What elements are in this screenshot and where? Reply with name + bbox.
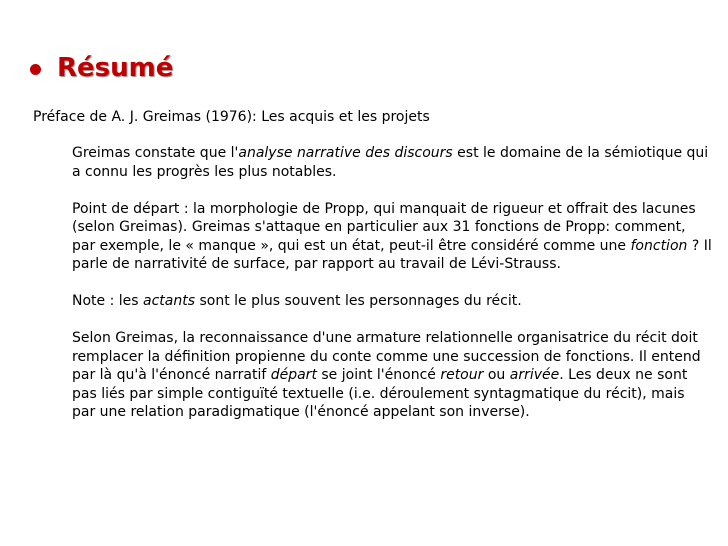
paragraph-text: Greimas constate que l' <box>72 145 239 161</box>
emphasis-text: départ <box>270 367 317 383</box>
paragraph-text: est le domaine de la sémiotique qui a connu les progrès les plus notables. <box>72 145 709 180</box>
paragraph-text: Selon Greimas, la reconnaissance d'une armature relationnelle organisatrice du récit doit remplacer la définition propienne du conte comme une succession de fonctions. Il entend par là qu'à l'énoncé narratif <box>72 330 701 383</box>
paragraph-text: Point de départ : la morphologie de Propp, qui manquait de rigueur et offrait des lacunes (selon Greimas). Greimas s'attaque en particulier aux 31 fonctions de Propp: comment, par exemple, le « manque », qui est un état, peut-il être considéré comme une <box>72 200 696 254</box>
paragraph-text: . Les deux ne sont pas liés par simple contiguïté textuelle (i.e. déroulement syntagmatique du récit), mais par une relation paradigmatique (l'énoncé appelant son inverse). <box>72 367 688 420</box>
paragraph-text: sont le plus souvent les personnages du récit. <box>195 293 522 309</box>
slide-body <box>72 144 712 422</box>
paragraph-text: Note : les <box>72 293 144 309</box>
emphasis-text: analyse narrative des discours <box>238 145 453 161</box>
paragraph-propp <box>72 200 712 274</box>
paragraph-greimas <box>72 329 712 422</box>
paragraph-text: ou <box>483 367 510 383</box>
paragraph-intro <box>72 144 712 181</box>
emphasis-text: retour <box>440 367 484 383</box>
emphasis-text: fonction <box>630 237 688 254</box>
emphasis-text: actants <box>143 293 196 309</box>
bullet-icon <box>30 64 41 75</box>
slide-title: Résumé <box>57 53 174 83</box>
paragraph-text: ? Il parle de narrativité de surface, par rapport au travail de Lévi-Strauss. <box>72 237 712 272</box>
paragraph-note <box>72 292 712 311</box>
paragraph-text: se joint l'énoncé <box>316 367 441 383</box>
slide-subtitle: Préface de A. J. Greimas (1976): Les acquis et les projets <box>33 109 430 125</box>
emphasis-text: arrivée <box>509 367 560 383</box>
title-row <box>30 53 173 83</box>
